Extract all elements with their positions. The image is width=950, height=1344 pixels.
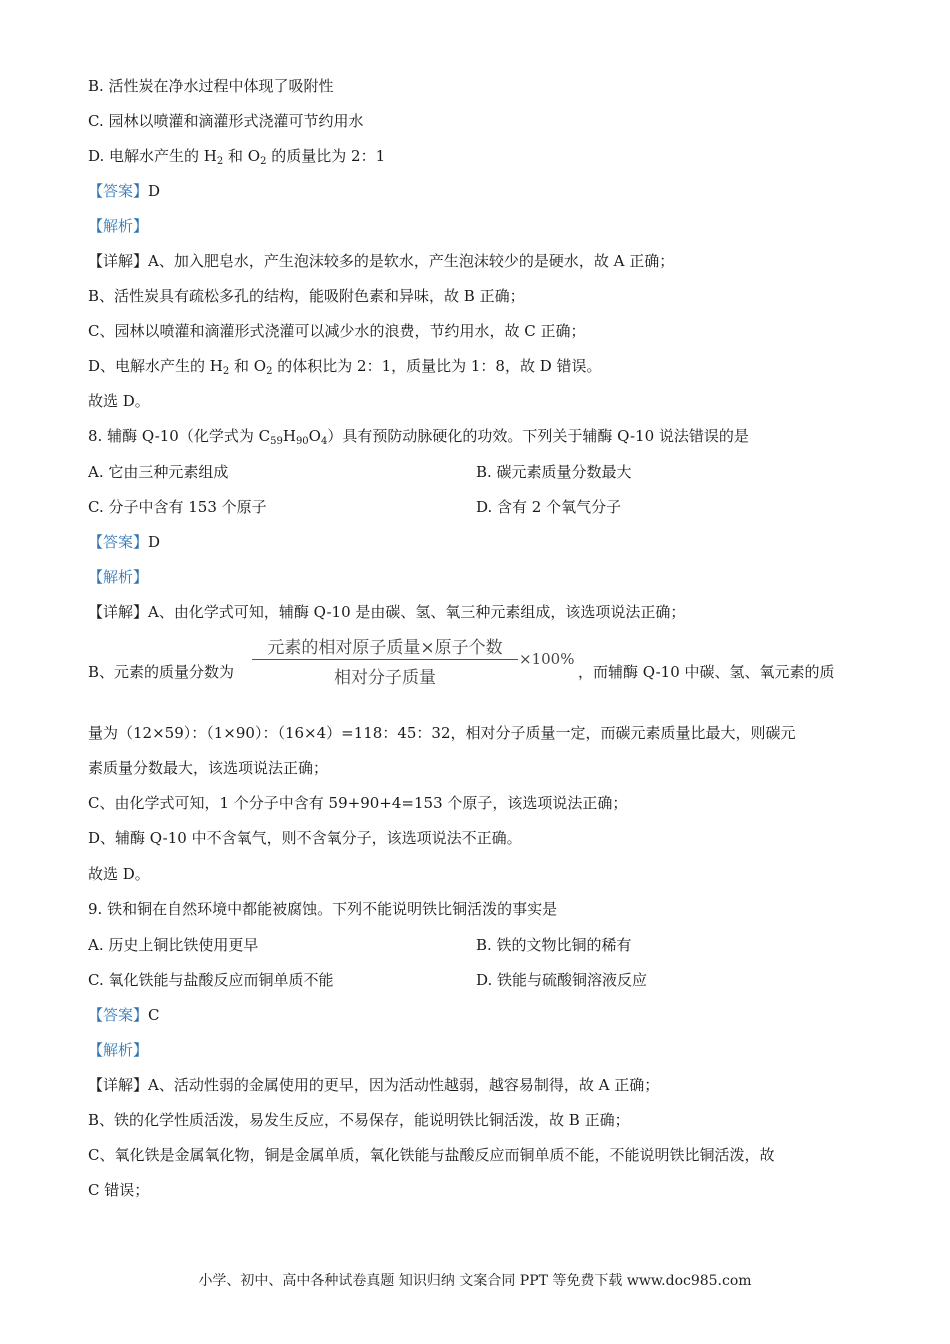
q8-stem: 8. 辅酶 Q-10（化学式为 $C_{59}H_{90}O_4$）具有预防动脉硬化的功效。下列关于辅酶 Q-10 说法错误的是 bbox=[88, 427, 749, 447]
q8-detail-d: D、辅酶 Q-10 中不含氧气，则不含氧分子，该选项说法不正确。 bbox=[88, 829, 522, 847]
q9-detail-c-line2: C 错误； bbox=[88, 1181, 150, 1199]
q8-option-c: C. 分子中含有 153 个原子 bbox=[88, 498, 267, 516]
q8-detail-b-line3: 素质量分数最大，该选项说法正确； bbox=[88, 759, 329, 777]
detail-tag: 【详解】 bbox=[88, 1076, 149, 1094]
q8-answer: 【答案】D bbox=[88, 533, 161, 551]
formula-percent: ×100% bbox=[519, 650, 575, 668]
q8-analysis-tag: 【解析】 bbox=[88, 568, 149, 586]
q9-detail-a: 【详解】A、活动性弱的金属使用的更早，因为活动性越弱，越容易制得，故 A 正确； bbox=[88, 1076, 660, 1094]
page-footer: 小学、初中、高中各种试卷真题 知识归纳 文案合同 PPT 等免费下载 www.doc985.com bbox=[198, 1273, 752, 1289]
q9-answer: 【答案】C bbox=[88, 1006, 160, 1024]
mass-fraction-formula bbox=[250, 633, 520, 688]
q8-option-d: D. 含有 2 个氧气分子 bbox=[476, 498, 622, 516]
q9-option-a: A. 历史上铜比铁使用更早 bbox=[88, 936, 259, 954]
formula-denominator: 相对分子质量 bbox=[334, 668, 436, 688]
q7-detail-a: 【详解】A、加入肥皂水，产生泡沫较多的是软水，产生泡沫较少的是硬水，故 A 正确； bbox=[88, 252, 675, 270]
q8-detail-b-line2: 量为（12×59）：（1×90）：（16×4）=118：45：32，相对分子质量一定，而碳元素质量比最大，则碳元 bbox=[88, 724, 796, 742]
q9-analysis-tag: 【解析】 bbox=[88, 1041, 149, 1059]
q7-option-b: B. 活性炭在净水过程中体现了吸附性 bbox=[88, 77, 334, 95]
q7-analysis-tag: 【解析】 bbox=[88, 217, 149, 235]
answer-tag: 【答案】 bbox=[88, 1006, 149, 1024]
detail-tag: 【详解】 bbox=[88, 252, 149, 270]
q8-option-b: B. 碳元素质量分数最大 bbox=[476, 463, 632, 481]
q7-option-c: C. 园林以喷灌和滴灌形式浇灌可节约用水 bbox=[88, 112, 364, 130]
q9-option-b: B. 铁的文物比铜的稀有 bbox=[476, 936, 632, 954]
q7-conclusion: 故选 D。 bbox=[88, 392, 150, 410]
detail-tag: 【详解】 bbox=[88, 603, 149, 621]
q9-detail-c: C、氧化铁是金属氧化物，铜是金属单质，氧化铁能与盐酸反应而铜单质不能，不能说明铁比铜活泼，故 bbox=[88, 1146, 775, 1164]
q9-option-c: C. 氧化铁能与盐酸反应而铜单质不能 bbox=[88, 971, 334, 989]
q8-detail-b-tail: ，而辅酶 Q-10 中碳、氢、氧元素的质 bbox=[578, 663, 835, 681]
q9-option-d: D. 铁能与硫酸铜溶液反应 bbox=[476, 971, 648, 989]
formula-numerator: 元素的相对原子质量×原子个数 bbox=[267, 638, 503, 658]
answer-tag: 【答案】 bbox=[88, 182, 149, 200]
q8-detail-c: C、由化学式可知，1 个分子中含有 59+90+4=153 个原子，该选项说法正确； bbox=[88, 794, 628, 812]
q8-detail-a: 【详解】A、由化学式可知，辅酶 Q-10 是由碳、氢、氧三种元素组成，该选项说法正确； bbox=[88, 603, 686, 621]
q7-detail-b: B、活性炭具有疏松多孔的结构，能吸附色素和异味，故 B 正确； bbox=[88, 287, 525, 305]
q9-stem: 9. 铁和铜在自然环境中都能被腐蚀。下列不能说明铁比铜活泼的事实是 bbox=[88, 900, 558, 918]
q7-detail-d: D、电解水产生的 $H_2$ 和 $O_2$ 的体积比为 2：1，质量比为 1：8，故 D 错误。 bbox=[88, 357, 602, 377]
q8-conclusion: 故选 D。 bbox=[88, 865, 150, 883]
q7-detail-c: C、园林以喷灌和滴灌形式浇灌可以减少水的浪费，节约用水，故 C 正确； bbox=[88, 322, 586, 340]
answer-tag: 【答案】 bbox=[88, 533, 149, 551]
q8-detail-b-lead: B、元素的质量分数为 bbox=[88, 663, 235, 681]
q7-option-d: D. 电解水产生的 $H_2$ 和 $O_2$ 的质量比为 2：1 bbox=[88, 147, 386, 167]
q8-option-a: A. 它由三种元素组成 bbox=[88, 463, 229, 481]
q9-detail-b: B、铁的化学性质活泼，易发生反应，不易保存，能说明铁比铜活泼，故 B 正确； bbox=[88, 1111, 630, 1129]
fraction-bar bbox=[252, 659, 518, 660]
q7-answer: 【答案】D bbox=[88, 182, 161, 200]
